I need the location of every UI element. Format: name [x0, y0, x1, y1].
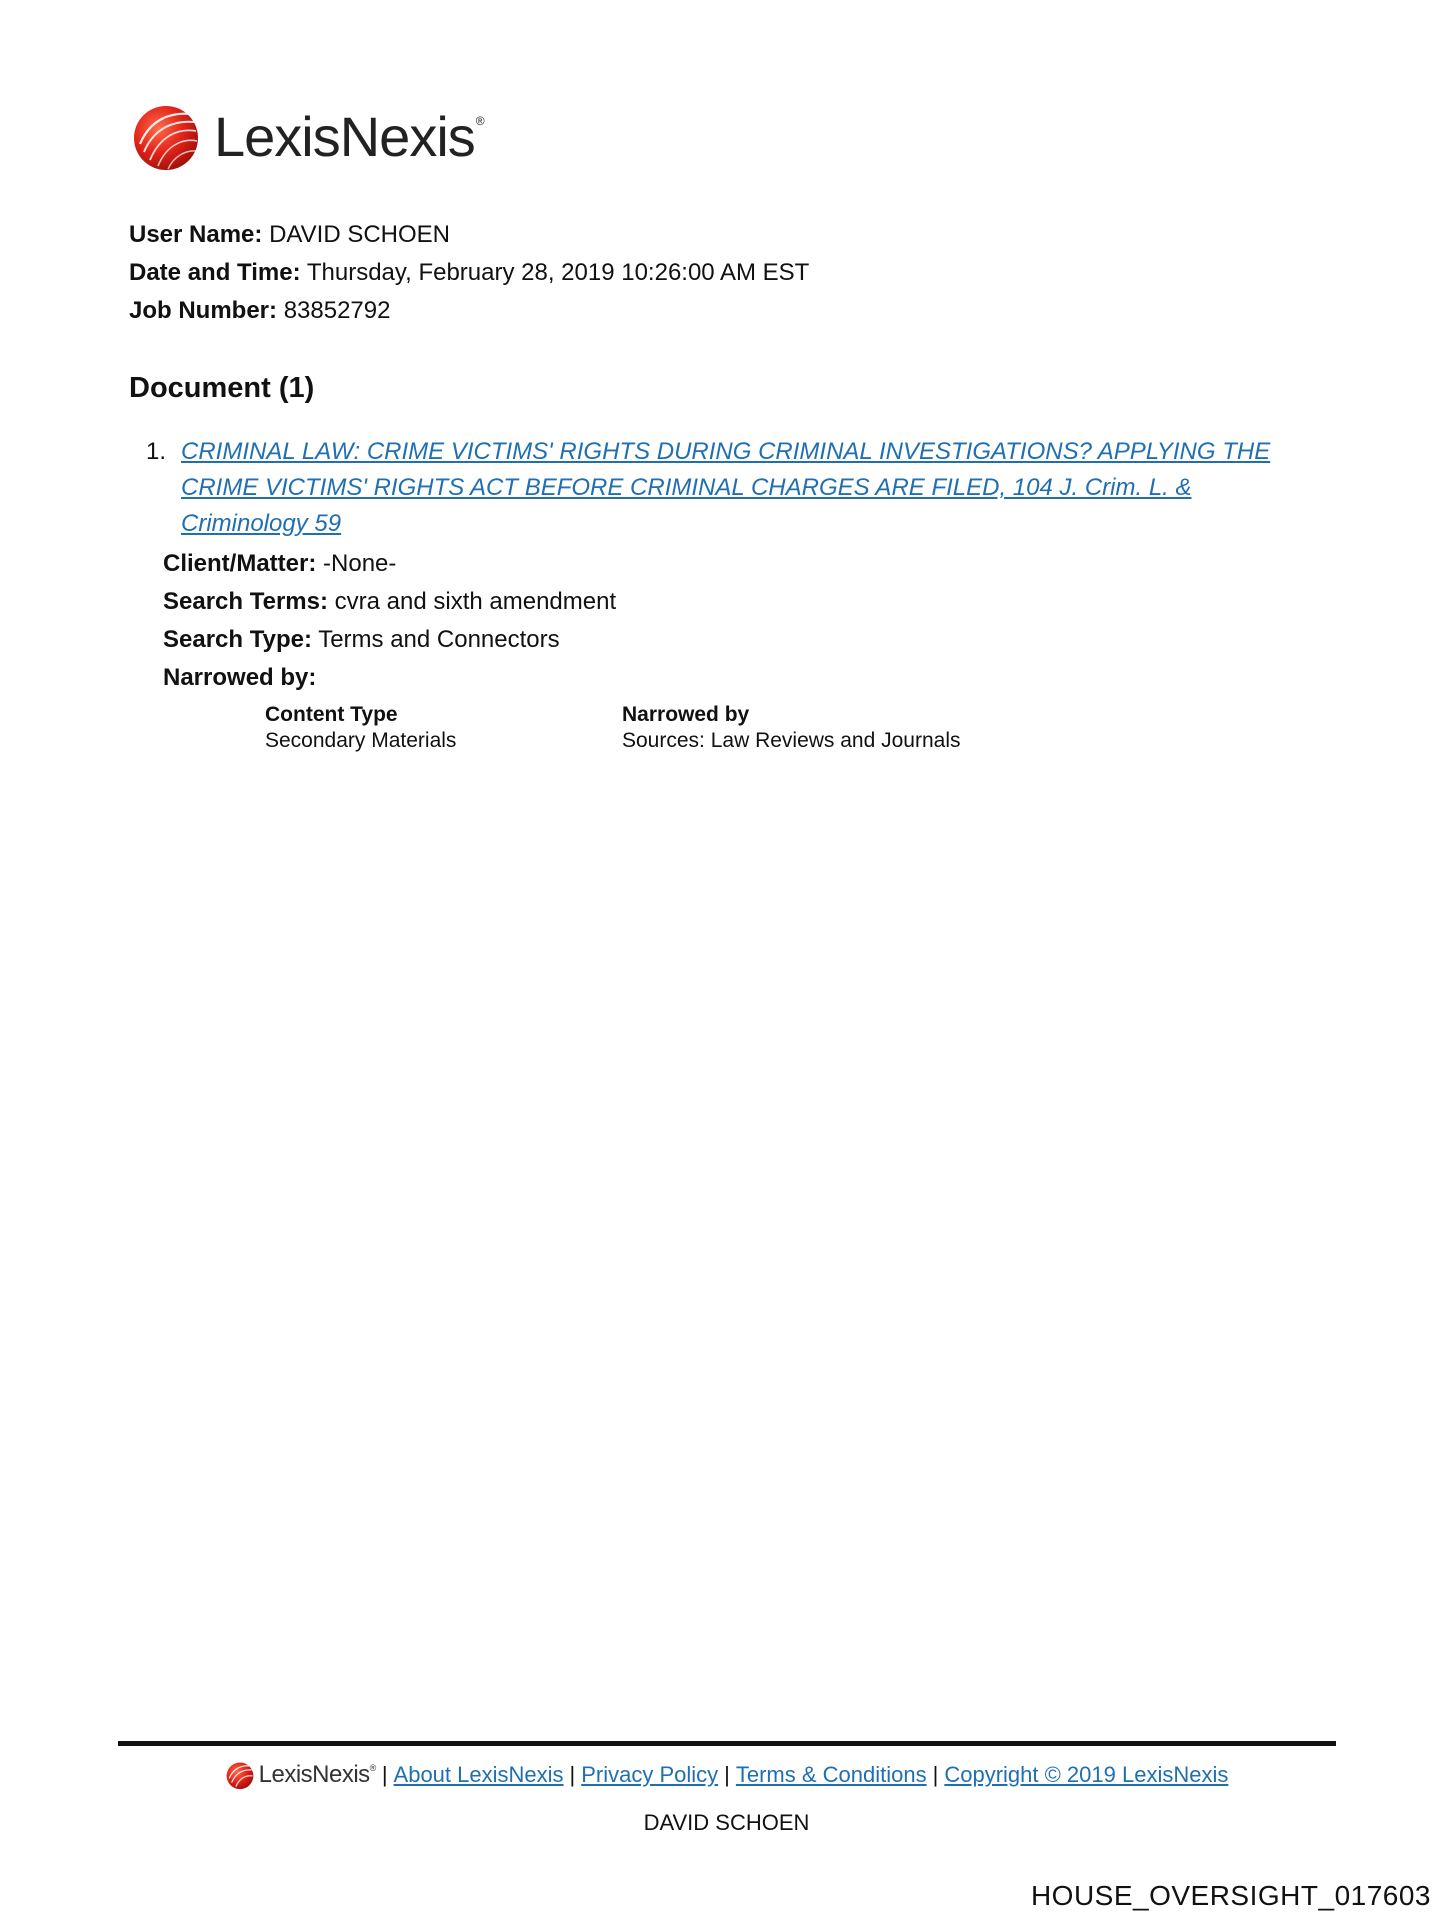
footer-user-name: DAVID SCHOEN: [643, 1810, 810, 1835]
job-number-value: 83852792: [283, 297, 391, 324]
lexisnexis-logo: [130, 100, 484, 172]
user-name-label: User Name:: [129, 221, 263, 248]
search-terms-label: Search Terms:: [163, 588, 328, 615]
narrowed-by-column: [622, 702, 961, 754]
search-type-row: [163, 621, 616, 659]
document-title-link[interactable]: CRIMINAL LAW: CRIME VICTIMS' RIGHTS DURING CRIMINAL INVESTIGATIONS? APPLYING THE CRIME VICTIMS' RIGHTS ACT BEFORE CRIMINAL CHARGES ARE FILED, 104 J. Crim. L. & Criminology 59: [181, 438, 1271, 537]
bates-number: HOUSE_OVERSIGHT_017603: [1030, 1880, 1431, 1911]
footer-separator: |: [381, 1762, 388, 1787]
job-meta: [129, 216, 809, 330]
footer-separator: |: [932, 1762, 939, 1787]
terms-conditions-link[interactable]: Terms & Conditions: [735, 1762, 927, 1787]
search-terms-row: [163, 583, 616, 621]
search-type-label: Search Type:: [163, 626, 312, 653]
user-name-row: [129, 216, 809, 254]
narrowed-by-value: Sources: Law Reviews and Journals: [622, 729, 961, 752]
narrowed-by-row: [163, 659, 616, 697]
client-matter-row: [163, 545, 616, 583]
date-time-label: Date and Time:: [129, 259, 301, 286]
privacy-policy-link[interactable]: Privacy Policy: [581, 1762, 719, 1787]
content-type-value: Secondary Materials: [265, 729, 457, 752]
footer-links-line: [225, 1760, 1229, 1790]
footer-separator: |: [569, 1762, 576, 1787]
content-type-header: Content Type: [265, 703, 398, 726]
lexisnexis-logo-icon: [130, 100, 202, 172]
search-type-value: Terms and Connectors: [318, 626, 560, 653]
document-heading: Document (1): [129, 372, 315, 404]
date-time-value: Thursday, February 28, 2019 10:26:00 AM EST: [306, 259, 810, 286]
footer-logo: LexisNexis®: [225, 1760, 376, 1790]
search-terms-value: cvra and sixth amendment: [334, 588, 617, 615]
job-number-row: [129, 292, 809, 330]
client-matter-label: Client/Matter:: [163, 550, 317, 577]
document-entry: [146, 434, 1326, 542]
narrowed-by-header: Narrowed by: [622, 703, 750, 726]
footer-divider: [118, 1741, 1336, 1746]
content-type-column: [265, 702, 456, 754]
narrowed-by-label: Narrowed by:: [163, 664, 317, 691]
entry-number: 1.: [146, 438, 167, 465]
user-name-value: DAVID SCHOEN: [269, 221, 450, 248]
footer-brand: LexisNexis: [258, 1761, 370, 1788]
page-footer: [0, 1760, 1453, 1836]
footer-separator: |: [724, 1762, 730, 1787]
footer-lexisnexis-logo-icon: [225, 1760, 255, 1790]
entry-details: [163, 545, 616, 697]
copyright-link[interactable]: Copyright © 2019 LexisNexis: [944, 1762, 1229, 1787]
logo-wordmark: LexisNexis®: [214, 104, 484, 168]
date-time-row: [129, 254, 809, 292]
client-matter-value: -None-: [323, 550, 397, 577]
job-number-label: Job Number:: [129, 297, 278, 324]
about-lexisnexis-link[interactable]: About LexisNexis: [393, 1762, 564, 1787]
